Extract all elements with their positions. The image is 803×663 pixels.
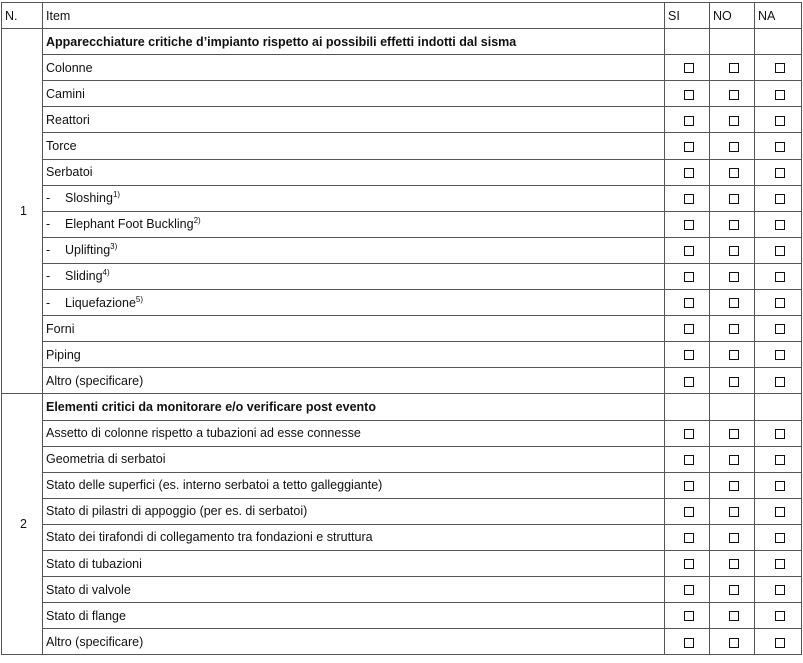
- checklist-body: [2, 29, 802, 655]
- item-row: [2, 472, 802, 498]
- item-row: [2, 498, 802, 524]
- item-cell: [43, 342, 665, 368]
- item-cell: [43, 420, 665, 446]
- checkbox-cell-si: [665, 263, 710, 289]
- checkbox-cell-na: [755, 263, 802, 289]
- checkbox-na[interactable]: [775, 246, 785, 256]
- checkbox-si[interactable]: [684, 90, 694, 100]
- footnote-ref: 5): [135, 294, 144, 304]
- checkbox-cell-no: [710, 472, 755, 498]
- section-number: 2: [2, 394, 43, 655]
- checkbox-cell-na: [755, 368, 802, 394]
- item-label: Assetto di colonne rispetto a tubazioni ad esse connesse: [46, 426, 361, 441]
- checkbox-cell-no: [710, 342, 755, 368]
- item-cell: [43, 629, 665, 655]
- item-row: [2, 185, 802, 211]
- empty-cell: [665, 29, 710, 55]
- checkbox-cell-no: [710, 446, 755, 472]
- checkbox-cell-si: [665, 81, 710, 107]
- checkbox-no[interactable]: [729, 324, 739, 334]
- checkbox-no[interactable]: [729, 116, 739, 126]
- item-cell: [43, 290, 665, 316]
- section-title: Apparecchiature critiche d’impianto rispetto ai possibili effetti indotti dal sisma: [43, 29, 665, 55]
- checkbox-cell-na: [755, 524, 802, 550]
- checkbox-si[interactable]: [684, 533, 694, 543]
- item-label: Reattori: [46, 112, 90, 127]
- item-cell: [43, 211, 665, 237]
- checkbox-cell-na: [755, 420, 802, 446]
- checkbox-cell-no: [710, 603, 755, 629]
- checkbox-si[interactable]: [684, 377, 694, 387]
- sub-item-dash: -: [46, 295, 51, 310]
- checkbox-na[interactable]: [775, 324, 785, 334]
- checkbox-cell-na: [755, 550, 802, 576]
- header-si: SI: [665, 3, 710, 29]
- item-row: [2, 107, 802, 133]
- checkbox-si[interactable]: [684, 63, 694, 73]
- checkbox-si[interactable]: [684, 168, 694, 178]
- checkbox-no[interactable]: [729, 481, 739, 491]
- footnote-ref: 3): [110, 242, 118, 252]
- checkbox-na[interactable]: [775, 585, 785, 595]
- checkbox-cell-si: [665, 550, 710, 576]
- section-title: Elementi critici da monitorare e/o verificare post evento: [43, 394, 665, 420]
- checkbox-si[interactable]: [684, 324, 694, 334]
- checkbox-si[interactable]: [684, 638, 694, 648]
- item-cell: [43, 55, 665, 81]
- checkbox-na[interactable]: [775, 90, 785, 100]
- checkbox-si[interactable]: [684, 116, 694, 126]
- item-row: [2, 446, 802, 472]
- item-label: Stato di tubazioni: [46, 556, 142, 571]
- checkbox-no[interactable]: [729, 168, 739, 178]
- checkbox-na[interactable]: [775, 638, 785, 648]
- checkbox-no[interactable]: [729, 611, 739, 621]
- checkbox-cell-si: [665, 498, 710, 524]
- item-row: [2, 368, 802, 394]
- checkbox-na[interactable]: [775, 63, 785, 73]
- checkbox-cell-na: [755, 211, 802, 237]
- checkbox-na[interactable]: [775, 455, 785, 465]
- section-title-row: [2, 29, 802, 55]
- checkbox-cell-no: [710, 316, 755, 342]
- checkbox-cell-na: [755, 237, 802, 263]
- item-row: [2, 342, 802, 368]
- item-label: Geometria di serbatoi: [46, 452, 166, 467]
- item-row: [2, 524, 802, 550]
- checkbox-cell-si: [665, 629, 710, 655]
- checkbox-cell-no: [710, 133, 755, 159]
- checkbox-cell-na: [755, 603, 802, 629]
- empty-cell: [755, 394, 802, 420]
- checkbox-cell-no: [710, 263, 755, 289]
- checkbox-cell-si: [665, 524, 710, 550]
- checkbox-na[interactable]: [775, 507, 785, 517]
- sub-item-dash: -: [46, 243, 51, 258]
- checkbox-no[interactable]: [729, 429, 739, 439]
- footnote-ref: 1): [112, 190, 121, 200]
- item-cell: [43, 81, 665, 107]
- empty-cell: [755, 29, 802, 55]
- checkbox-no[interactable]: [729, 194, 739, 204]
- checkbox-no[interactable]: [729, 272, 739, 282]
- checkbox-cell-si: [665, 472, 710, 498]
- checkbox-no[interactable]: [729, 220, 739, 230]
- item-row: [2, 603, 802, 629]
- item-cell: [43, 368, 665, 394]
- checkbox-cell-no: [710, 368, 755, 394]
- checkbox-cell-no: [710, 159, 755, 185]
- checkbox-na[interactable]: [775, 377, 785, 387]
- checkbox-cell-si: [665, 342, 710, 368]
- item-label: Stato dei tirafondi di collegamento tra fondazioni e struttura: [46, 530, 373, 545]
- checkbox-na[interactable]: [775, 272, 785, 282]
- checkbox-si[interactable]: [684, 350, 694, 360]
- item-cell: [43, 498, 665, 524]
- checkbox-cell-na: [755, 446, 802, 472]
- header-item: Item: [43, 3, 665, 29]
- checkbox-cell-no: [710, 577, 755, 603]
- checkbox-si[interactable]: [684, 272, 694, 282]
- checkbox-no[interactable]: [729, 90, 739, 100]
- checkbox-no[interactable]: [729, 377, 739, 387]
- checkbox-cell-na: [755, 629, 802, 655]
- item-label: Liquefazione: [65, 295, 136, 310]
- checkbox-cell-no: [710, 629, 755, 655]
- item-cell: [43, 603, 665, 629]
- checkbox-cell-no: [710, 550, 755, 576]
- item-label: Stato delle superfici (es. interno serbatoi a tetto galleggiante): [46, 478, 383, 493]
- item-cell: [43, 316, 665, 342]
- checkbox-si[interactable]: [684, 220, 694, 230]
- checkbox-cell-no: [710, 290, 755, 316]
- checkbox-si[interactable]: [684, 298, 694, 308]
- checkbox-cell-na: [755, 316, 802, 342]
- header-n: N.: [2, 3, 43, 29]
- item-row: [2, 159, 802, 185]
- item-cell: [43, 107, 665, 133]
- item-row: [2, 237, 802, 263]
- item-label: Serbatoi: [46, 165, 93, 180]
- item-label: Elephant Foot Buckling: [65, 217, 194, 232]
- checkbox-cell-si: [665, 55, 710, 81]
- checkbox-cell-si: [665, 185, 710, 211]
- item-cell: [43, 524, 665, 550]
- item-row: [2, 316, 802, 342]
- item-label: Stato di flange: [46, 608, 126, 623]
- checkbox-cell-na: [755, 185, 802, 211]
- checkbox-si[interactable]: [684, 481, 694, 491]
- item-row: [2, 81, 802, 107]
- checkbox-cell-na: [755, 81, 802, 107]
- checkbox-na[interactable]: [775, 533, 785, 543]
- checkbox-no[interactable]: [729, 559, 739, 569]
- checkbox-na[interactable]: [775, 429, 785, 439]
- checkbox-no[interactable]: [729, 585, 739, 595]
- item-label: Forni: [46, 321, 75, 336]
- item-row: [2, 577, 802, 603]
- checkbox-cell-na: [755, 133, 802, 159]
- item-cell: [43, 577, 665, 603]
- checkbox-si[interactable]: [684, 455, 694, 465]
- item-cell: [43, 446, 665, 472]
- checkbox-na[interactable]: [775, 116, 785, 126]
- item-cell: [43, 237, 665, 263]
- checkbox-si[interactable]: [684, 585, 694, 595]
- checkbox-cell-na: [755, 107, 802, 133]
- item-label: Piping: [46, 347, 81, 362]
- item-cell: [43, 185, 665, 211]
- item-label: Altro (specificare): [46, 373, 144, 388]
- footnote-ref: 4): [102, 268, 110, 278]
- checkbox-cell-na: [755, 55, 802, 81]
- checkbox-no[interactable]: [729, 63, 739, 73]
- checkbox-cell-no: [710, 55, 755, 81]
- sub-item-dash: -: [46, 269, 51, 284]
- item-cell: [43, 159, 665, 185]
- item-label: Torce: [46, 139, 77, 154]
- checkbox-cell-no: [710, 81, 755, 107]
- checkbox-no[interactable]: [729, 455, 739, 465]
- item-label: Stato di pilastri di appoggio (per es. di serbatoi): [46, 504, 308, 519]
- item-row: [2, 211, 802, 237]
- item-row: [2, 263, 802, 289]
- checkbox-no[interactable]: [729, 507, 739, 517]
- checkbox-na[interactable]: [775, 350, 785, 360]
- item-row: [2, 133, 802, 159]
- checkbox-na[interactable]: [775, 559, 785, 569]
- item-row: [2, 550, 802, 576]
- checkbox-cell-si: [665, 107, 710, 133]
- checkbox-na[interactable]: [775, 194, 785, 204]
- checkbox-na[interactable]: [775, 168, 785, 178]
- checkbox-cell-no: [710, 237, 755, 263]
- checkbox-si[interactable]: [684, 507, 694, 517]
- footnote-ref: 2): [193, 216, 201, 226]
- checkbox-no[interactable]: [729, 533, 739, 543]
- checkbox-cell-si: [665, 577, 710, 603]
- item-cell: [43, 263, 665, 289]
- section-number: 1: [2, 29, 43, 394]
- checkbox-cell-si: [665, 420, 710, 446]
- checkbox-cell-si: [665, 133, 710, 159]
- checkbox-cell-na: [755, 498, 802, 524]
- checkbox-na[interactable]: [775, 142, 785, 152]
- item-label: Altro (specificare): [46, 634, 144, 649]
- item-cell: [43, 472, 665, 498]
- checkbox-no[interactable]: [729, 350, 739, 360]
- checkbox-cell-na: [755, 577, 802, 603]
- checkbox-cell-si: [665, 290, 710, 316]
- checkbox-cell-no: [710, 524, 755, 550]
- checkbox-cell-no: [710, 185, 755, 211]
- checkbox-cell-na: [755, 159, 802, 185]
- checkbox-no[interactable]: [729, 142, 739, 152]
- checkbox-na[interactable]: [775, 611, 785, 621]
- checklist-table: [1, 2, 802, 655]
- empty-cell: [665, 394, 710, 420]
- item-label: Stato di valvole: [46, 582, 131, 597]
- checkbox-si[interactable]: [684, 611, 694, 621]
- empty-cell: [710, 394, 755, 420]
- checkbox-cell-si: [665, 316, 710, 342]
- checkbox-cell-no: [710, 211, 755, 237]
- checkbox-no[interactable]: [729, 298, 739, 308]
- checkbox-cell-si: [665, 211, 710, 237]
- checkbox-cell-si: [665, 368, 710, 394]
- item-cell: [43, 550, 665, 576]
- header-na: NA: [755, 3, 802, 29]
- item-cell: [43, 133, 665, 159]
- item-label: Sliding: [65, 269, 103, 284]
- checkbox-si[interactable]: [684, 194, 694, 204]
- item-row: [2, 290, 802, 316]
- checkbox-cell-na: [755, 472, 802, 498]
- checkbox-cell-na: [755, 342, 802, 368]
- empty-cell: [710, 29, 755, 55]
- checkbox-cell-si: [665, 159, 710, 185]
- checkbox-cell-si: [665, 446, 710, 472]
- sub-item-dash: -: [46, 217, 51, 232]
- item-label: Camini: [46, 86, 85, 101]
- checkbox-si[interactable]: [684, 559, 694, 569]
- checkbox-si[interactable]: [684, 429, 694, 439]
- checkbox-si[interactable]: [684, 246, 694, 256]
- sub-item-dash: -: [46, 191, 51, 206]
- item-label: Uplifting: [65, 243, 111, 258]
- checkbox-cell-si: [665, 237, 710, 263]
- checkbox-na[interactable]: [775, 298, 785, 308]
- item-row: [2, 420, 802, 446]
- item-row: [2, 629, 802, 655]
- checkbox-cell-na: [755, 290, 802, 316]
- checkbox-na[interactable]: [775, 220, 785, 230]
- checkbox-na[interactable]: [775, 481, 785, 491]
- item-row: [2, 55, 802, 81]
- checkbox-cell-no: [710, 420, 755, 446]
- checkbox-cell-no: [710, 498, 755, 524]
- checkbox-cell-no: [710, 107, 755, 133]
- header-no: NO: [710, 3, 755, 29]
- item-label: Sloshing: [65, 191, 113, 206]
- section-title-row: [2, 394, 802, 420]
- checkbox-no[interactable]: [729, 638, 739, 648]
- checkbox-si[interactable]: [684, 142, 694, 152]
- header-row: [2, 3, 802, 29]
- checkbox-no[interactable]: [729, 246, 739, 256]
- item-label: Colonne: [46, 60, 93, 75]
- checkbox-cell-si: [665, 603, 710, 629]
